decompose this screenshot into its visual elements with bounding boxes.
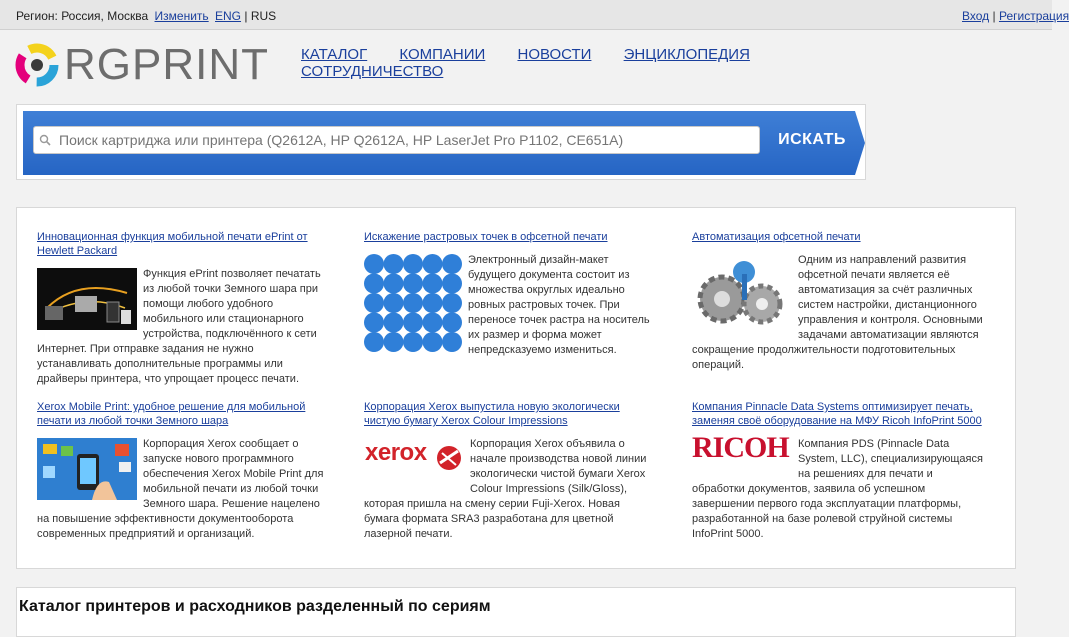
raster-dot xyxy=(442,313,462,333)
raster-dot xyxy=(364,274,384,294)
gears-icon xyxy=(692,254,792,330)
change-region-link[interactable]: Изменить xyxy=(154,9,209,23)
auth-links xyxy=(962,9,1069,23)
raster-dot xyxy=(364,313,384,333)
ricoh-logo-text: RICOH xyxy=(692,431,789,464)
gears-thumbnail[interactable] xyxy=(692,254,792,330)
main-nav xyxy=(301,46,801,80)
raster-dot xyxy=(384,254,404,274)
raster-dot xyxy=(364,332,384,352)
raster-dot xyxy=(364,254,384,274)
lang-separator: | xyxy=(244,9,248,23)
raster-dot xyxy=(423,254,443,274)
raster-dot xyxy=(442,254,462,274)
search-panel xyxy=(16,104,866,180)
logo-text: RGPRINT xyxy=(64,40,269,89)
raster-dot xyxy=(423,332,443,352)
news-body: Электронный дизайн-макет будущего документа состоит из множества округлых идеально ровных растровых точек. При переносе точек растра на носитель их размер и форма может непредсказуемо измениться. xyxy=(468,254,650,356)
page-edge xyxy=(1016,587,1052,629)
news-title-link[interactable]: Автоматизация офсетной печати xyxy=(692,231,861,243)
catalog-panel xyxy=(16,587,1016,637)
raster-dot xyxy=(384,293,404,313)
news-panel xyxy=(16,207,1016,569)
raster-dot xyxy=(423,274,443,294)
raster-dot xyxy=(384,313,404,333)
news-card xyxy=(364,400,657,542)
region-label: Регион: Россия, Москва xyxy=(16,9,149,23)
news-body: Функция ePrint позволяет печатать из любой точки Земного шара при помощи любого удобного мобильного или стационарного устройства, подключённого к сети Интернет. При отправке задания не нужно устанавливать дополнительные программы или драйверы принтера, что упрощает процесс печати. xyxy=(37,268,321,385)
news-body: Компания PDS (Pinnacle Data System, LLC), специализирующаяся на решениях для печати и обработки документов, заявила об успешном завершении первого года эксплуатации платформы, разработанной на базе ролевой струйной системы InfoPrint 5000. xyxy=(692,438,983,540)
login-link[interactable]: Вход xyxy=(962,9,990,23)
raster-dot xyxy=(442,332,462,352)
raster-dot xyxy=(442,274,462,294)
raster-dot xyxy=(423,293,443,313)
news-body: Одним из направлений развития офсетной печати является её автоматизация за счёт различных систем настройки, дистанционного управления и контроля. Основными задачами автоматизации являются сокращение продолжительности подготовительных операций. xyxy=(692,254,983,371)
register-link[interactable]: Регистрация xyxy=(998,9,1069,23)
eprint-thumbnail[interactable] xyxy=(37,268,137,330)
raster-dot xyxy=(442,293,462,313)
nav-companies[interactable]: КОМПАНИИ xyxy=(399,46,486,63)
search-icon xyxy=(39,134,51,146)
news-body: Корпорация Xerox сообщает о запуске нового программного обеспечения Xerox Mobile Print для мобильной печати из любой точки Земного шара. Решение нацелено на повышение эффективности документооборота современных предприятий и организаций. xyxy=(37,438,324,540)
region-bar xyxy=(16,9,276,23)
raster-dots-thumbnail[interactable] xyxy=(364,254,462,352)
raster-dots-icon xyxy=(364,254,462,352)
nav-news[interactable]: НОВОСТИ xyxy=(517,46,592,63)
lang-ru-current: RUS xyxy=(250,9,277,23)
news-card xyxy=(692,400,985,542)
mobile-print-icon xyxy=(37,438,137,500)
catalog-heading: Каталог принтеров и расходников разделенный по сериям xyxy=(19,598,491,615)
site-logo[interactable] xyxy=(14,40,269,89)
nav-catalog[interactable]: КАТАЛОГ xyxy=(301,46,368,63)
search-button[interactable]: ИСКАТЬ xyxy=(777,126,847,154)
news-title-link[interactable]: Инновационная функция мобильной печати ePrint от Hewlett Packard xyxy=(37,231,308,257)
lang-en-link[interactable]: ENG xyxy=(215,9,242,23)
news-card xyxy=(37,400,330,542)
search-input[interactable] xyxy=(33,126,760,154)
raster-dot xyxy=(384,274,404,294)
raster-dot xyxy=(384,332,404,352)
news-title-link[interactable]: Искажение растровых точек в офсетной печати xyxy=(364,231,608,243)
raster-dot xyxy=(403,293,423,313)
news-body: Корпорация Xerox объявила о начале производства новой линии экологически чистой бумаги Xerox Colour Impressions (Silk/Gloss), которая пришла на смену серии Fuji-Xerox. Новая бумага формата SRA3 разработана для цветной лазерной печати. xyxy=(364,438,647,540)
raster-dot xyxy=(403,313,423,333)
news-title-link[interactable]: Компания Pinnacle Data Systems оптимизирует печать, заменяя своё оборудование на МФУ Ricoh InfoPrint 5000 xyxy=(692,401,982,427)
raster-dot xyxy=(403,332,423,352)
xerox-logo-thumbnail[interactable] xyxy=(364,439,464,479)
ricoh-logo-thumbnail[interactable] xyxy=(692,431,792,475)
top-bar xyxy=(0,0,1069,30)
news-title-link[interactable]: Xerox Mobile Print: удобное решение для мобильной печати из любой точки Земного шара xyxy=(37,401,306,427)
auth-separator: | xyxy=(992,9,996,23)
raster-dot xyxy=(423,313,443,333)
raster-dot xyxy=(364,293,384,313)
news-title-link[interactable]: Корпорация Xerox выпустила новую экологически чистую бумагу Xerox Colour Impressions xyxy=(364,401,620,427)
nav-encyclopedia[interactable]: ЭНЦИКЛОПЕДИЯ xyxy=(623,46,750,63)
nav-cooperation[interactable]: СОТРУДНИЧЕСТВО xyxy=(301,63,444,80)
news-card xyxy=(364,230,657,358)
xerox-logo-text: xerox xyxy=(365,439,427,466)
xerox-ball-icon xyxy=(436,445,462,471)
news-card xyxy=(692,230,985,373)
news-card xyxy=(37,230,330,387)
raster-dot xyxy=(403,254,423,274)
logo-cmyk-icon xyxy=(14,42,60,88)
raster-dot xyxy=(403,274,423,294)
mobile-print-thumbnail[interactable] xyxy=(37,438,137,500)
eprint-devices-icon xyxy=(37,268,137,330)
